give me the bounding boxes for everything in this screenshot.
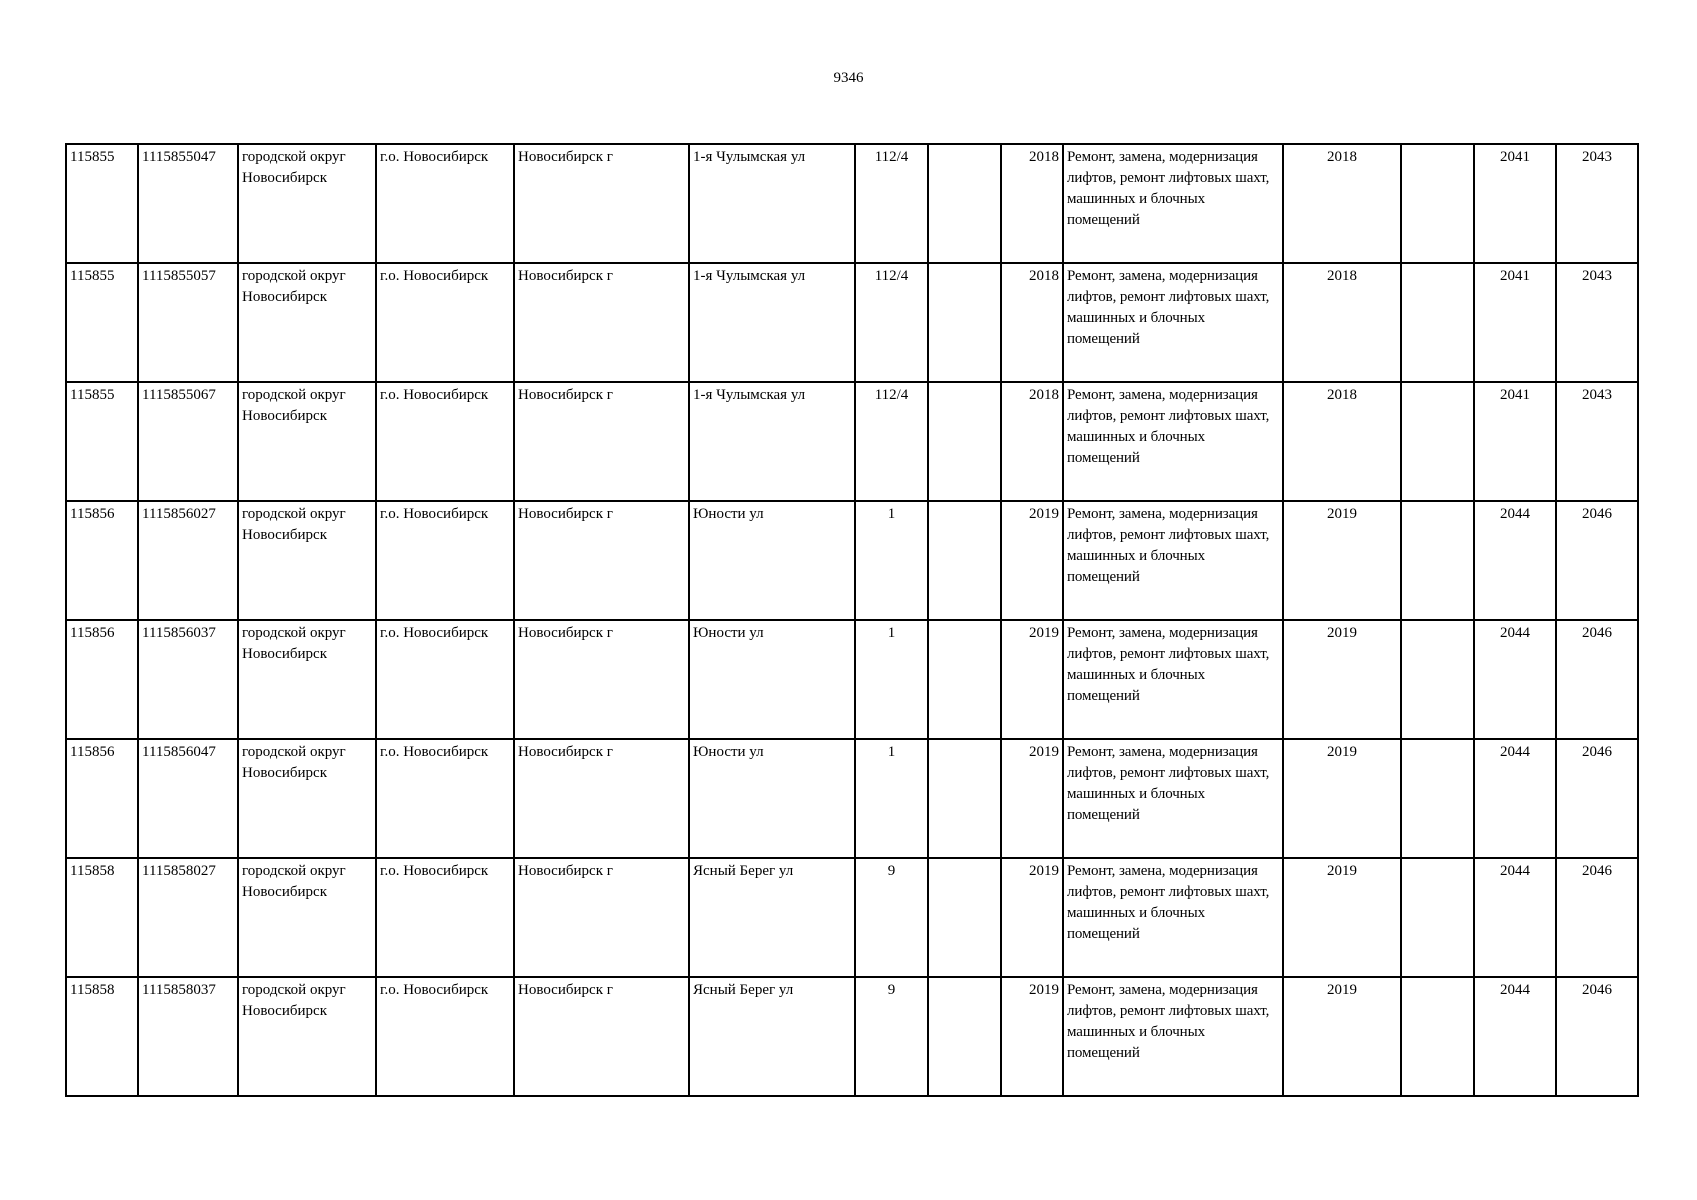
cell-plan-year: 2019 (1283, 977, 1401, 1096)
cell-period-from: 2041 (1474, 144, 1556, 263)
cell-period-from: 2044 (1474, 739, 1556, 858)
cell-building (928, 382, 1001, 501)
cell-plan-year: 2018 (1283, 144, 1401, 263)
cell-period-from: 2044 (1474, 977, 1556, 1096)
cell-house: 9 (855, 977, 928, 1096)
cell-house: 112/4 (855, 144, 928, 263)
cell-district: г.о. Новосибирск (376, 977, 514, 1096)
cell-district: г.о. Новосибирск (376, 501, 514, 620)
cell-code: 1115856047 (138, 739, 238, 858)
cell-id: 115855 (66, 144, 138, 263)
cell-year: 2018 (1001, 144, 1063, 263)
cell-id: 115855 (66, 382, 138, 501)
table-row (66, 263, 1638, 382)
cell-id: 115856 (66, 739, 138, 858)
cell-city: Новосибирск г (514, 144, 689, 263)
cell-street: Юности ул (689, 739, 855, 858)
cell-plan-year: 2019 (1283, 858, 1401, 977)
cell-municipality: городской округ Новосибирск (238, 263, 376, 382)
cell-building (928, 144, 1001, 263)
cell-extra (1401, 858, 1474, 977)
table-row (66, 620, 1638, 739)
cell-street: Юности ул (689, 620, 855, 739)
cell-district: г.о. Новосибирск (376, 144, 514, 263)
page-number: 9346 (833, 70, 864, 86)
cell-house: 112/4 (855, 382, 928, 501)
cell-building (928, 263, 1001, 382)
cell-year: 2019 (1001, 977, 1063, 1096)
cell-building (928, 858, 1001, 977)
cell-extra (1401, 977, 1474, 1096)
table-row (66, 977, 1638, 1096)
cell-year: 2019 (1001, 739, 1063, 858)
cell-period-from: 2044 (1474, 620, 1556, 739)
cell-house: 9 (855, 858, 928, 977)
cell-year: 2018 (1001, 382, 1063, 501)
cell-code: 1115855047 (138, 144, 238, 263)
cell-city: Новосибирск г (514, 501, 689, 620)
cell-plan-year: 2019 (1283, 739, 1401, 858)
cell-plan-year: 2019 (1283, 620, 1401, 739)
cell-year: 2019 (1001, 858, 1063, 977)
registry-table (65, 143, 1639, 1097)
cell-period-to: 2043 (1556, 263, 1638, 382)
cell-municipality: городской округ Новосибирск (238, 382, 376, 501)
cell-period-from: 2041 (1474, 263, 1556, 382)
cell-year: 2019 (1001, 501, 1063, 620)
cell-plan-year: 2019 (1283, 501, 1401, 620)
cell-house: 1 (855, 620, 928, 739)
cell-work: Ремонт, замена, модернизация лифтов, ремонт лифтовых шахт, машинных и блочных помещений (1063, 858, 1283, 977)
table-row (66, 739, 1638, 858)
cell-district: г.о. Новосибирск (376, 382, 514, 501)
cell-work: Ремонт, замена, модернизация лифтов, ремонт лифтовых шахт, машинных и блочных помещений (1063, 739, 1283, 858)
cell-period-to: 2043 (1556, 144, 1638, 263)
cell-code: 1115856027 (138, 501, 238, 620)
cell-id: 115856 (66, 620, 138, 739)
cell-street: Ясный Берег ул (689, 858, 855, 977)
cell-period-to: 2046 (1556, 739, 1638, 858)
cell-street: Ясный Берег ул (689, 977, 855, 1096)
cell-period-to: 2046 (1556, 977, 1638, 1096)
cell-period-to: 2046 (1556, 501, 1638, 620)
cell-work: Ремонт, замена, модернизация лифтов, ремонт лифтовых шахт, машинных и блочных помещений (1063, 382, 1283, 501)
cell-code: 1115858037 (138, 977, 238, 1096)
cell-work: Ремонт, замена, модернизация лифтов, ремонт лифтовых шахт, машинных и блочных помещений (1063, 501, 1283, 620)
cell-street: 1-я Чулымская ул (689, 382, 855, 501)
cell-plan-year: 2018 (1283, 263, 1401, 382)
cell-city: Новосибирск г (514, 858, 689, 977)
cell-municipality: городской округ Новосибирск (238, 144, 376, 263)
cell-municipality: городской округ Новосибирск (238, 501, 376, 620)
cell-city: Новосибирск г (514, 382, 689, 501)
cell-extra (1401, 501, 1474, 620)
cell-year: 2018 (1001, 263, 1063, 382)
cell-house: 112/4 (855, 263, 928, 382)
cell-building (928, 501, 1001, 620)
cell-building (928, 739, 1001, 858)
cell-district: г.о. Новосибирск (376, 739, 514, 858)
cell-period-from: 2044 (1474, 501, 1556, 620)
cell-work: Ремонт, замена, модернизация лифтов, ремонт лифтовых шахт, машинных и блочных помещений (1063, 620, 1283, 739)
cell-period-to: 2046 (1556, 620, 1638, 739)
cell-id: 115855 (66, 263, 138, 382)
table-row (66, 144, 1638, 263)
cell-period-from: 2044 (1474, 858, 1556, 977)
cell-city: Новосибирск г (514, 977, 689, 1096)
cell-extra (1401, 739, 1474, 858)
cell-work: Ремонт, замена, модернизация лифтов, ремонт лифтовых шахт, машинных и блочных помещений (1063, 977, 1283, 1096)
cell-extra (1401, 144, 1474, 263)
cell-work: Ремонт, замена, модернизация лифтов, ремонт лифтовых шахт, машинных и блочных помещений (1063, 263, 1283, 382)
table-row (66, 501, 1638, 620)
cell-period-from: 2041 (1474, 382, 1556, 501)
cell-building (928, 620, 1001, 739)
cell-work: Ремонт, замена, модернизация лифтов, ремонт лифтовых шахт, машинных и блочных помещений (1063, 144, 1283, 263)
cell-city: Новосибирск г (514, 263, 689, 382)
cell-house: 1 (855, 739, 928, 858)
cell-building (928, 977, 1001, 1096)
cell-id: 115856 (66, 501, 138, 620)
cell-city: Новосибирск г (514, 620, 689, 739)
cell-municipality: городской округ Новосибирск (238, 977, 376, 1096)
cell-street: 1-я Чулымская ул (689, 144, 855, 263)
cell-municipality: городской округ Новосибирск (238, 620, 376, 739)
cell-district: г.о. Новосибирск (376, 263, 514, 382)
cell-id: 115858 (66, 858, 138, 977)
cell-municipality: городской округ Новосибирск (238, 858, 376, 977)
cell-extra (1401, 382, 1474, 501)
cell-code: 1115855057 (138, 263, 238, 382)
cell-code: 1115856037 (138, 620, 238, 739)
cell-year: 2019 (1001, 620, 1063, 739)
table-row (66, 382, 1638, 501)
table-row (66, 858, 1638, 977)
cell-municipality: городской округ Новосибирск (238, 739, 376, 858)
cell-street: Юности ул (689, 501, 855, 620)
cell-code: 1115858027 (138, 858, 238, 977)
cell-city: Новосибирск г (514, 739, 689, 858)
cell-code: 1115855067 (138, 382, 238, 501)
cell-plan-year: 2018 (1283, 382, 1401, 501)
cell-extra (1401, 620, 1474, 739)
cell-period-to: 2046 (1556, 858, 1638, 977)
cell-district: г.о. Новосибирск (376, 620, 514, 739)
table-body (66, 144, 1638, 1096)
cell-id: 115858 (66, 977, 138, 1096)
cell-extra (1401, 263, 1474, 382)
cell-period-to: 2043 (1556, 382, 1638, 501)
cell-house: 1 (855, 501, 928, 620)
cell-district: г.о. Новосибирск (376, 858, 514, 977)
cell-street: 1-я Чулымская ул (689, 263, 855, 382)
